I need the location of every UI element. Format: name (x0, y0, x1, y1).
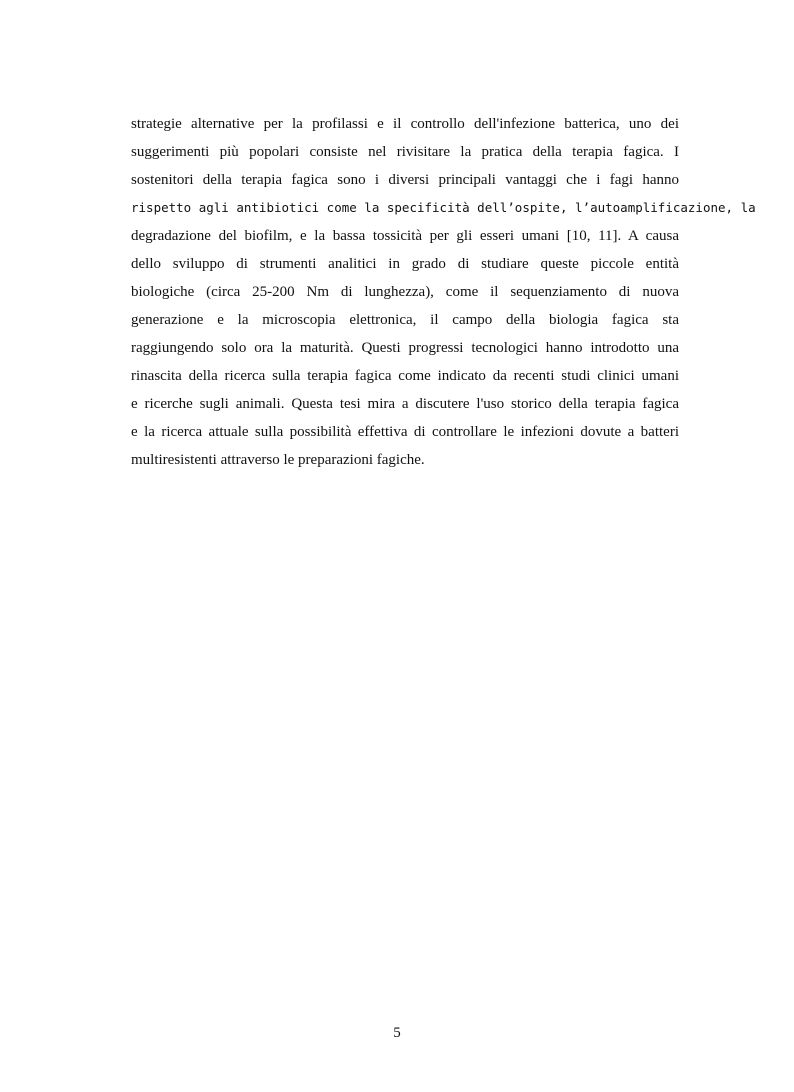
paragraph-line: generazione e la microscopia elettronica, il campo della biologia fagica sta (131, 312, 679, 328)
paragraph-line: degradazione del biofilm, e la bassa tossicità per gli esseri umani [10, 11]. A causa (131, 228, 679, 244)
paragraph-line: biologiche (circa 25-200 Nm di lunghezza), come il sequenziamento di nuova (131, 284, 679, 300)
page-number: 5 (393, 1025, 401, 1041)
paragraph-line: e la ricerca attuale sulla possibilità effettiva di controllare le infezioni dovute a batteri (131, 424, 679, 440)
paragraph-line: sostenitori della terapia fagica sono i diversi principali vantaggi che i fagi hanno (131, 172, 679, 188)
paragraph-line: suggerimenti più popolari consiste nel rivisitare la pratica della terapia fagica. I (131, 144, 679, 160)
paragraph-line: rinascita della ricerca sulla terapia fagica come indicato da recenti studi clinici umani (131, 368, 679, 384)
paragraph-line: multiresistenti attraverso le preparazioni fagiche. (131, 452, 425, 468)
paragraph-line: e ricerche sugli animali. Questa tesi mira a discutere l'uso storico della terapia fagica (131, 396, 679, 412)
paragraph-line: rispetto agli antibiotici come la specificità dell’ospite, l’autoamplificazione, la (131, 200, 756, 215)
paragraph-line: raggiungendo solo ora la maturità. Questi progressi tecnologici hanno introdotto una (131, 340, 679, 356)
paragraph-line: strategie alternative per la profilassi e il controllo dell'infezione batterica, uno dei (131, 116, 679, 132)
body-paragraph (131, 110, 756, 474)
paragraph-line: dello sviluppo di strumenti analitici in grado di studiare queste piccole entità (131, 256, 679, 272)
